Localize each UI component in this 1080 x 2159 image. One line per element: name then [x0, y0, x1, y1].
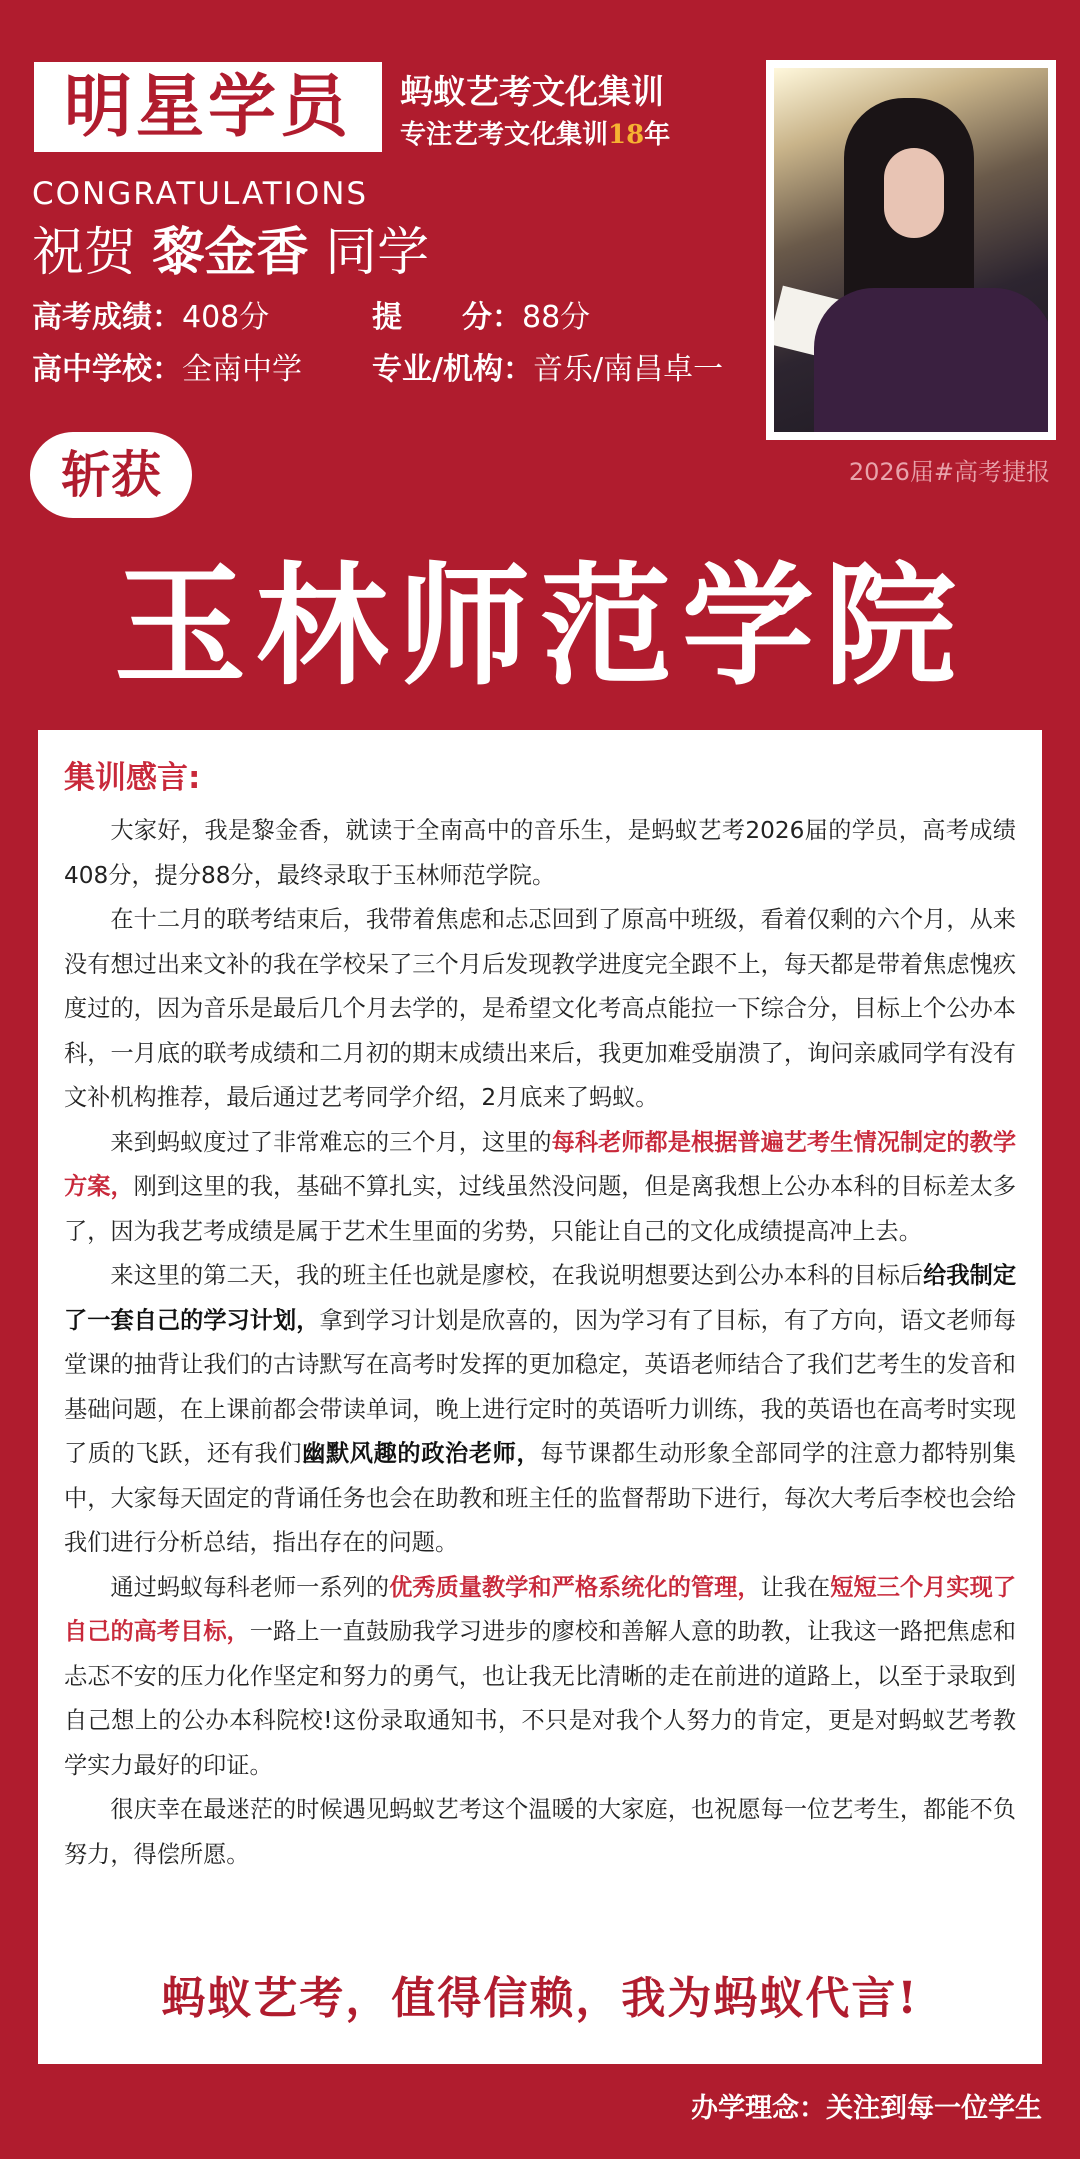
paragraph-5 [64, 1566, 1016, 1789]
win-badge: 斩获 [30, 432, 192, 518]
school-info [32, 344, 302, 388]
paragraph-2: 在十二月的联考结束后，我带着焦虑和忐忑回到了原高中班级，看着仅剩的六个月，从来没有想过出来文补的我在学校呆了三个月后发现教学进度完全跟不上，每天都是带着焦虑愧疚度过的，因为音乐是最后几个月去学的，是希望文化考高点能拉一下综合分，目标上个公办本科，一月底的联考成绩和二月初的期末成绩出来后，我更加难受崩溃了，询问亲戚同学有没有文补机构推荐，最后通过艺考同学介绍，2月底来了蚂蚁。 [64, 906, 1016, 1111]
star-student-badge: 明星学员 [34, 62, 382, 152]
p5-text-a: 通过蚂蚁每科老师一系列的 [110, 1573, 390, 1601]
congrats-text: CONGRATULATIONS [32, 176, 369, 212]
p5-highlight-2: 短短三个月实现了自己的高考目标， [64, 1573, 1017, 1645]
brand-name: 蚂蚁艺考文化集训 [400, 72, 664, 111]
student-photo-frame [766, 60, 1056, 440]
raise-info [372, 292, 590, 336]
student-name: 黎金香 [152, 223, 309, 283]
photo-dress [814, 288, 1048, 432]
slogan-years: 18 [608, 120, 645, 150]
slogan-suffix: 年 [644, 120, 671, 150]
greet-suffix: 同学 [325, 223, 430, 283]
greet-prefix: 祝贺 [32, 223, 137, 283]
major-value: 音乐/南昌卓一 [532, 352, 724, 387]
p4-text-a: 来这里的第二天，我的班主任也就是廖校，在我说明想要达到公办本科的目标后 [110, 1262, 924, 1289]
testimonial-card [38, 730, 1042, 2064]
card-slogan: 蚂蚁艺考，值得信赖，我为蚂蚁代言! [161, 1973, 919, 2024]
score-value: 408分 [182, 300, 270, 335]
school-label: 高中学校： [32, 352, 182, 387]
photo-face [884, 148, 944, 238]
p3-text-a: 来到蚂蚁度过了非常难忘的三个月，这里的 [110, 1128, 552, 1156]
college-name: 玉林师范学院 [114, 550, 966, 704]
card-title: 集训感言: [64, 760, 201, 796]
brand-slogan [400, 114, 670, 151]
paragraph-1: 大家好，我是黎金香，就读于全南高中的音乐生，是蚂蚁艺考2026届的学员，高考成绩408分，提分88分，最终录取于玉林师范学院。 [64, 817, 1016, 889]
footer-philosophy: 办学理念：关注到每一位学生 [691, 2093, 1042, 2124]
p5-highlight-1: 优秀质量教学和严格系统化的管理， [389, 1573, 761, 1601]
school-value: 全南中学 [182, 352, 302, 387]
score-label: 高考成绩： [32, 300, 182, 335]
major-label: 专业/机构： [372, 352, 533, 387]
major-info [372, 344, 723, 388]
p3-highlight: 每科老师都是根据普遍艺考生情况制定的教学方案， [64, 1128, 1017, 1200]
year-tag: 2026届#高考捷报 [848, 458, 1050, 486]
raise-label: 提 分： [372, 300, 522, 335]
score-info [32, 292, 269, 336]
student-photo [774, 68, 1048, 432]
p5-text-c: 让我在 [760, 1573, 831, 1601]
greeting-line [32, 210, 429, 285]
raise-value: 88分 [522, 300, 591, 335]
paragraph-4 [64, 1254, 1016, 1566]
paragraph-6: 很庆幸在最迷茫的时候遇见蚂蚁艺考这个温暖的大家庭，也祝愿每一位艺考生，都能不负努力，得偿所愿。 [64, 1796, 1016, 1868]
slogan-prefix: 专注艺考文化集训 [400, 120, 609, 150]
p3-text-c: 刚到这里的我，基础不算扎实，过线虽然没问题，但是离我想上公办本科的目标差太多了，因为我艺考成绩是属于艺术生里面的劣势，只能让自己的文化成绩提高冲上去。 [64, 1173, 1017, 1245]
p4-text-c: 拿到学习计划是欣喜的，因为学习有了目标，有了方向，语文老师每堂课的抽背让我们的古诗默写在高考时发挥的更加稳定，英语老师结合了我们艺考生的发音和基础问题，在上课前都会带读单词，晚上进行定时的英语听力训练，我的英语也在高考时实现了质的飞跃，还有我们 [64, 1306, 1017, 1467]
p4-bold-plan: 给我制定了一套自己的学习计划， [64, 1262, 1017, 1334]
p5-text-e: 一路上一直鼓励我学习进步的廖校和善解人意的助教，让我这一路把焦虑和忐忑不安的压力化作坚定和努力的勇气，也让我无比清晰的走在前进的道路上，以至于录取到自己想上的公办本科院校!这份录取通知书，不只是对我个人努力的肯定，更是对蚂蚁艺考教学实力最好的印证。 [64, 1618, 1016, 1779]
p4-bold-teacher: 幽默风趣的政治老师， [302, 1440, 541, 1467]
p4-text-e: 每节课都生动形象全部同学的注意力都特别集中，大家每天固定的背诵任务也会在助教和班主任的监督帮助下进行，每次大考后李校也会给我们进行分析总结，指出存在的问题。 [64, 1440, 1016, 1556]
paragraph-3 [64, 1121, 1016, 1255]
